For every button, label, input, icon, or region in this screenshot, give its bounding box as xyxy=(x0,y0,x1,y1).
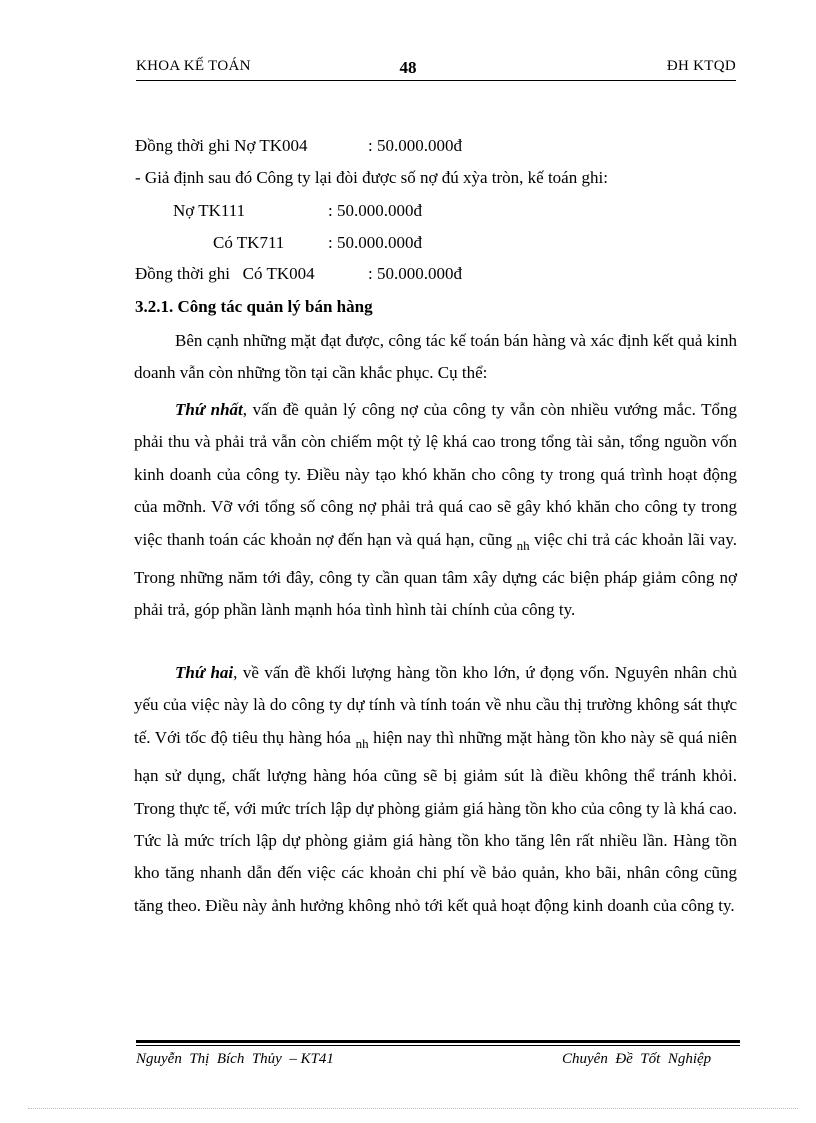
section-heading: 3.2.1. Công tác quản lý bán hàng xyxy=(135,297,373,316)
header-rule xyxy=(136,80,736,81)
entry-line-5-label: Đồng thời ghi Có TK004 xyxy=(135,264,315,283)
page-number: 48 xyxy=(399,58,417,77)
footer-rule-thin xyxy=(136,1045,740,1046)
second-point-text-b: hiện nay thì những mặt hàng tồn kho này sẽ quá niên hạn sử dụng, chất lượng hàng hóa cũng sẽ bị giảm sút là điều không thể tránh khỏi. Trong thực tế, với mức trích lập dự phòng giảm giá hàng tồn kho của công ty là khá cao. Tức là mức trích lập dự phòng giảm giá hàng tồn kho tăng lên rất nhiều lần. Hàng tồn kho tăng nhanh dẫn đến việc các khoản chi phí về bảo quản, kho bãi, nhân công cũng tăng theo. Điều này ảnh hưởng không nhỏ tới kết quả hoạt động kinh doanh của công ty. xyxy=(134,727,737,915)
first-point-subscript: nh xyxy=(516,537,530,553)
first-point-text-b: việc chi trả các khoản lãi vay. Trong những năm tới đây, công ty cần quan tâm xây dựng các biện pháp giảm công nợ phải trả, góp phần lành mạnh hóa tình hình tài chính của công ty. xyxy=(134,529,737,620)
second-point-lead: Thứ hai xyxy=(175,663,234,682)
entry-line-4-label: Có TK711 xyxy=(213,233,285,252)
second-point-paragraph xyxy=(134,657,737,922)
entry-line-1-label: Đồng thời ghi Nợ TK004 xyxy=(135,136,308,155)
entry-line-1-value: : 50.000.000đ xyxy=(368,136,462,155)
entry-line-2: - Giả định sau đó Công ty lại đòi được số nợ đú xỳa tròn, kế toán ghi: xyxy=(135,168,608,187)
first-point-text-a: , vấn đề quản lý công nợ của công ty vẫn còn nhiều vướng mắc. Tổng phải thu và phải trả vẫn còn chiếm một tỷ lệ khá cao trong tổng tài sản, tổng nguồn vốn kinh doanh của công ty. Điều này tạo khó khăn cho công ty trong quá trình hoạt động của mỡnh. Vỡ với tổng số công nợ phải trả quá cao sẽ gây khó khăn cho công ty trong việc thanh toán các khoản nợ đến hạn và quá hạn, cũng xyxy=(134,400,737,549)
entry-line-3-value: : 50.000.000đ xyxy=(328,201,422,220)
header-university: ĐH KTQD xyxy=(666,58,736,74)
first-point-paragraph xyxy=(134,394,737,627)
second-point-subscript: nh xyxy=(355,735,369,751)
second-point-text-a: , về vấn đề khối lượng hàng tồn kho lớn, ứ đọng vốn. Nguyên nhân chủ yếu của việc này là do công ty dự tính và tính toán về nhu cầu thị trường không sát thực tế. Với tốc độ tiêu thụ hàng hóa xyxy=(134,663,737,747)
footer-author: Nguyễn Thị Bích Thủy – KT41 xyxy=(136,1051,334,1067)
footer-rule-thick xyxy=(136,1040,740,1043)
entry-line-4-value: : 50.000.000đ xyxy=(328,233,422,252)
page-bottom-dotted-line xyxy=(28,1108,798,1109)
entry-line-3-label: Nợ TK111 xyxy=(173,201,246,220)
entry-line-5-value: : 50.000.000đ xyxy=(368,264,462,283)
first-point-lead: Thứ nhất xyxy=(175,400,243,419)
footer-title: Chuyên Đề Tốt Nghiệp xyxy=(562,1051,712,1067)
header-department: KHOA KẾ TOÁN xyxy=(136,58,251,74)
intro-paragraph: Bên cạnh những mặt đạt được, công tác kế toán bán hàng và xác định kết quả kinh doanh vẫn còn những tồn tại cần khắc phục. Cụ thể: xyxy=(134,331,737,383)
